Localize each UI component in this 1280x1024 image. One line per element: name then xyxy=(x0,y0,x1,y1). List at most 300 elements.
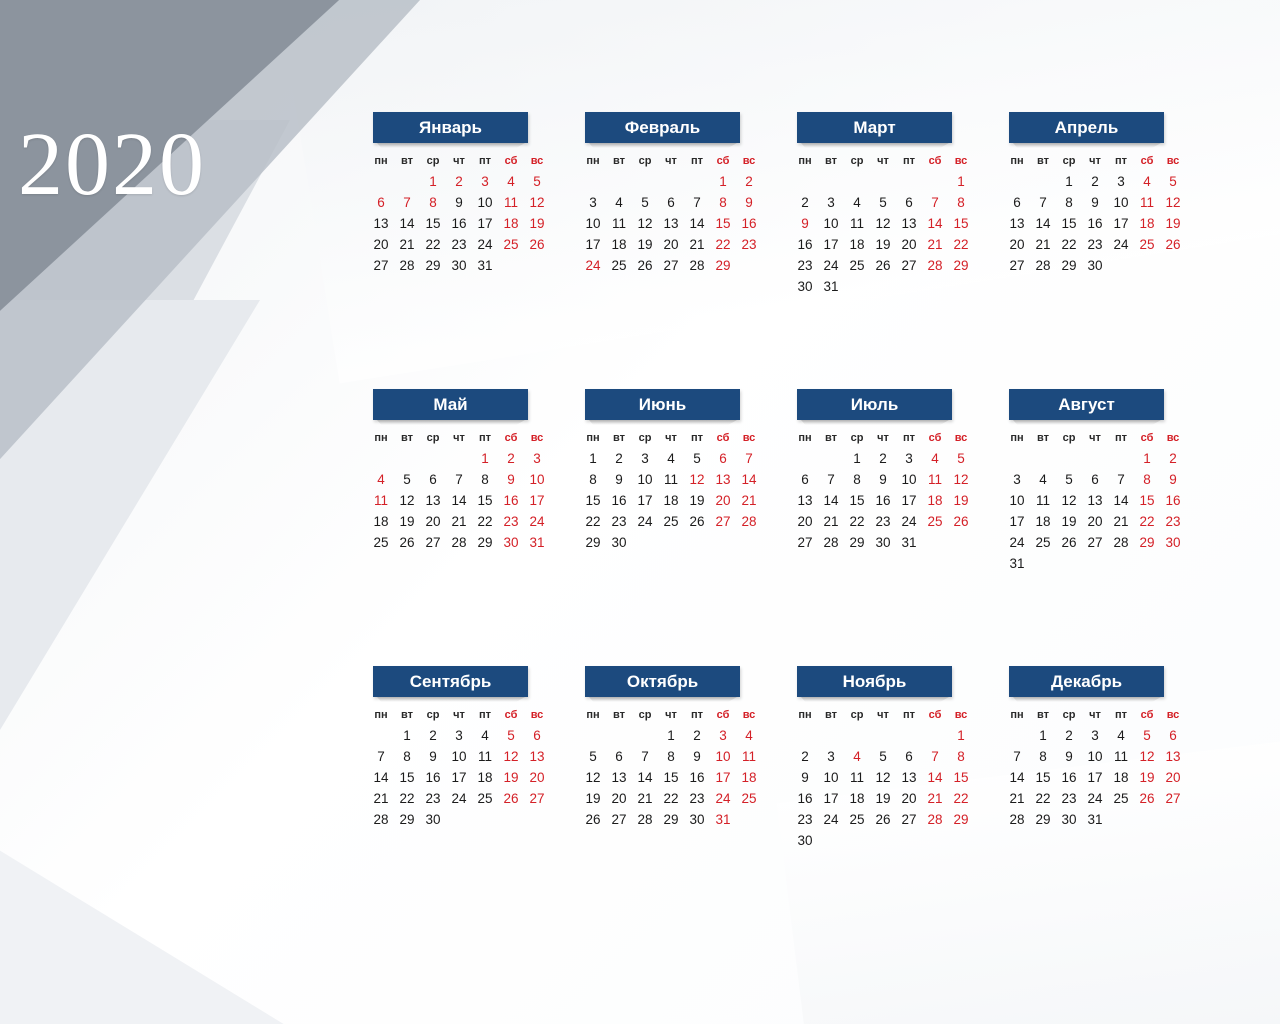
day-cell[interactable]: 15 xyxy=(1035,770,1051,785)
day-cell[interactable]: 18 xyxy=(663,493,679,508)
day-cell[interactable]: 12 xyxy=(1139,749,1155,764)
day-cell[interactable]: 20 xyxy=(425,514,441,529)
day-cell[interactable]: 30 xyxy=(875,535,891,550)
day-cell[interactable]: 18 xyxy=(1035,514,1051,529)
day-cell[interactable]: 10 xyxy=(823,770,839,785)
day-cell[interactable]: 30 xyxy=(1165,535,1181,550)
day-cell[interactable]: 17 xyxy=(585,237,601,252)
day-cell[interactable]: 18 xyxy=(1139,216,1155,231)
day-cell[interactable]: 12 xyxy=(689,472,705,487)
day-cell[interactable]: 31 xyxy=(1087,812,1103,827)
day-cell[interactable]: 27 xyxy=(1087,535,1103,550)
day-cell[interactable]: 22 xyxy=(425,237,441,252)
day-cell[interactable]: 30 xyxy=(797,279,813,294)
day-cell[interactable]: 26 xyxy=(689,514,705,529)
day-cell[interactable]: 2 xyxy=(801,749,809,764)
day-cell[interactable]: 8 xyxy=(853,472,861,487)
day-cell[interactable]: 15 xyxy=(1061,216,1077,231)
day-cell[interactable]: 6 xyxy=(1169,728,1177,743)
day-cell[interactable]: 26 xyxy=(585,812,601,827)
day-cell[interactable]: 11 xyxy=(741,749,756,764)
day-cell[interactable]: 16 xyxy=(503,493,519,508)
day-cell[interactable]: 3 xyxy=(455,728,463,743)
day-cell[interactable]: 28 xyxy=(373,812,389,827)
day-cell[interactable]: 2 xyxy=(455,174,463,189)
day-cell[interactable]: 14 xyxy=(1035,216,1051,231)
day-cell[interactable]: 4 xyxy=(1143,174,1151,189)
day-cell[interactable]: 5 xyxy=(1169,174,1177,189)
day-cell[interactable]: 9 xyxy=(801,216,809,231)
day-cell[interactable]: 9 xyxy=(507,472,515,487)
day-cell[interactable]: 21 xyxy=(1009,791,1025,806)
day-cell[interactable]: 5 xyxy=(589,749,597,764)
day-cell[interactable]: 28 xyxy=(689,258,705,273)
day-cell[interactable]: 24 xyxy=(1009,535,1025,550)
day-cell[interactable]: 23 xyxy=(1165,514,1181,529)
day-cell[interactable]: 19 xyxy=(637,237,653,252)
day-cell[interactable]: 13 xyxy=(529,749,545,764)
day-cell[interactable]: 14 xyxy=(373,770,389,785)
day-cell[interactable]: 11 xyxy=(373,493,388,508)
day-cell[interactable]: 23 xyxy=(451,237,467,252)
day-cell[interactable]: 7 xyxy=(1039,195,1047,210)
day-cell[interactable]: 14 xyxy=(927,216,943,231)
day-cell[interactable]: 15 xyxy=(849,493,865,508)
day-cell[interactable]: 10 xyxy=(1087,749,1103,764)
day-cell[interactable]: 23 xyxy=(611,514,627,529)
day-cell[interactable]: 30 xyxy=(425,812,441,827)
day-cell[interactable]: 22 xyxy=(849,514,865,529)
day-cell[interactable]: 13 xyxy=(715,472,731,487)
day-cell[interactable]: 6 xyxy=(905,195,913,210)
day-cell[interactable]: 25 xyxy=(1113,791,1129,806)
day-cell[interactable]: 19 xyxy=(953,493,969,508)
day-cell[interactable]: 21 xyxy=(1035,237,1051,252)
day-cell[interactable]: 7 xyxy=(827,472,835,487)
day-cell[interactable]: 25 xyxy=(849,812,865,827)
day-cell[interactable]: 29 xyxy=(953,258,969,273)
day-cell[interactable]: 17 xyxy=(451,770,467,785)
day-cell[interactable]: 21 xyxy=(637,791,653,806)
day-cell[interactable]: 16 xyxy=(1061,770,1077,785)
day-cell[interactable]: 15 xyxy=(399,770,415,785)
day-cell[interactable]: 17 xyxy=(477,216,493,231)
day-cell[interactable]: 16 xyxy=(425,770,441,785)
day-cell[interactable]: 7 xyxy=(931,195,939,210)
day-cell[interactable]: 7 xyxy=(455,472,463,487)
day-cell[interactable]: 12 xyxy=(875,216,891,231)
day-cell[interactable]: 8 xyxy=(1039,749,1047,764)
day-cell[interactable]: 5 xyxy=(879,749,887,764)
day-cell[interactable]: 3 xyxy=(905,451,913,466)
day-cell[interactable]: 15 xyxy=(953,770,969,785)
day-cell[interactable]: 25 xyxy=(663,514,679,529)
day-cell[interactable]: 25 xyxy=(1035,535,1051,550)
day-cell[interactable]: 31 xyxy=(901,535,917,550)
day-cell[interactable]: 10 xyxy=(637,472,653,487)
day-cell[interactable]: 10 xyxy=(585,216,601,231)
day-cell[interactable]: 13 xyxy=(373,216,389,231)
day-cell[interactable]: 29 xyxy=(663,812,679,827)
day-cell[interactable]: 21 xyxy=(823,514,839,529)
day-cell[interactable]: 27 xyxy=(715,514,731,529)
day-cell[interactable]: 17 xyxy=(715,770,731,785)
day-cell[interactable]: 3 xyxy=(1117,174,1125,189)
day-cell[interactable]: 28 xyxy=(1113,535,1129,550)
day-cell[interactable]: 3 xyxy=(641,451,649,466)
day-cell[interactable]: 3 xyxy=(1091,728,1099,743)
day-cell[interactable]: 30 xyxy=(451,258,467,273)
day-cell[interactable]: 1 xyxy=(1065,174,1073,189)
day-cell[interactable]: 27 xyxy=(797,535,813,550)
day-cell[interactable]: 8 xyxy=(429,195,437,210)
day-cell[interactable]: 27 xyxy=(611,812,627,827)
day-cell[interactable]: 2 xyxy=(507,451,515,466)
day-cell[interactable]: 10 xyxy=(715,749,731,764)
day-cell[interactable]: 4 xyxy=(481,728,489,743)
day-cell[interactable]: 20 xyxy=(663,237,679,252)
day-cell[interactable]: 31 xyxy=(477,258,493,273)
day-cell[interactable]: 8 xyxy=(589,472,597,487)
day-cell[interactable]: 27 xyxy=(1165,791,1181,806)
day-cell[interactable]: 25 xyxy=(611,258,627,273)
day-cell[interactable]: 6 xyxy=(1013,195,1021,210)
day-cell[interactable]: 29 xyxy=(477,535,493,550)
day-cell[interactable]: 31 xyxy=(823,279,839,294)
day-cell[interactable]: 13 xyxy=(901,216,917,231)
day-cell[interactable]: 30 xyxy=(797,833,813,848)
day-cell[interactable]: 22 xyxy=(585,514,601,529)
day-cell[interactable]: 7 xyxy=(403,195,411,210)
day-cell[interactable]: 2 xyxy=(745,174,753,189)
day-cell[interactable]: 4 xyxy=(1039,472,1047,487)
day-cell[interactable]: 28 xyxy=(451,535,467,550)
day-cell[interactable]: 2 xyxy=(1065,728,1073,743)
day-cell[interactable]: 16 xyxy=(611,493,627,508)
day-cell[interactable]: 5 xyxy=(533,174,541,189)
day-cell[interactable]: 14 xyxy=(399,216,415,231)
day-cell[interactable]: 29 xyxy=(953,812,969,827)
day-cell[interactable]: 21 xyxy=(927,237,943,252)
day-cell[interactable]: 30 xyxy=(1061,812,1077,827)
day-cell[interactable]: 28 xyxy=(399,258,415,273)
day-cell[interactable]: 26 xyxy=(1139,791,1155,806)
day-cell[interactable]: 10 xyxy=(451,749,467,764)
day-cell[interactable]: 8 xyxy=(719,195,727,210)
day-cell[interactable]: 26 xyxy=(1061,535,1077,550)
day-cell[interactable]: 13 xyxy=(797,493,813,508)
day-cell[interactable]: 13 xyxy=(1009,216,1025,231)
day-cell[interactable]: 10 xyxy=(477,195,493,210)
day-cell[interactable]: 9 xyxy=(1091,195,1099,210)
day-cell[interactable]: 25 xyxy=(1139,237,1155,252)
day-cell[interactable]: 24 xyxy=(823,812,839,827)
day-cell[interactable]: 4 xyxy=(377,472,385,487)
day-cell[interactable]: 12 xyxy=(875,770,891,785)
day-cell[interactable]: 29 xyxy=(425,258,441,273)
day-cell[interactable]: 14 xyxy=(927,770,943,785)
day-cell[interactable]: 7 xyxy=(377,749,385,764)
day-cell[interactable]: 22 xyxy=(399,791,415,806)
day-cell[interactable]: 9 xyxy=(615,472,623,487)
day-cell[interactable]: 23 xyxy=(797,812,813,827)
day-cell[interactable]: 13 xyxy=(901,770,917,785)
day-cell[interactable]: 12 xyxy=(529,195,545,210)
day-cell[interactable]: 30 xyxy=(689,812,705,827)
day-cell[interactable]: 1 xyxy=(1143,451,1151,466)
day-cell[interactable]: 14 xyxy=(451,493,467,508)
day-cell[interactable]: 31 xyxy=(1009,556,1025,571)
day-cell[interactable]: 18 xyxy=(741,770,757,785)
day-cell[interactable]: 29 xyxy=(1139,535,1155,550)
day-cell[interactable]: 24 xyxy=(451,791,467,806)
day-cell[interactable]: 5 xyxy=(879,195,887,210)
day-cell[interactable]: 5 xyxy=(403,472,411,487)
day-cell[interactable]: 14 xyxy=(1009,770,1025,785)
day-cell[interactable]: 24 xyxy=(901,514,917,529)
day-cell[interactable]: 13 xyxy=(663,216,679,231)
day-cell[interactable]: 24 xyxy=(823,258,839,273)
day-cell[interactable]: 17 xyxy=(1113,216,1129,231)
day-cell[interactable]: 7 xyxy=(641,749,649,764)
day-cell[interactable]: 4 xyxy=(667,451,675,466)
day-cell[interactable]: 4 xyxy=(615,195,623,210)
day-cell[interactable]: 19 xyxy=(875,791,891,806)
day-cell[interactable]: 13 xyxy=(425,493,441,508)
day-cell[interactable]: 13 xyxy=(611,770,627,785)
day-cell[interactable]: 1 xyxy=(957,174,965,189)
day-cell[interactable]: 19 xyxy=(875,237,891,252)
day-cell[interactable]: 28 xyxy=(637,812,653,827)
day-cell[interactable]: 20 xyxy=(715,493,731,508)
day-cell[interactable]: 2 xyxy=(429,728,437,743)
day-cell[interactable]: 16 xyxy=(689,770,705,785)
day-cell[interactable]: 8 xyxy=(957,749,965,764)
day-cell[interactable]: 20 xyxy=(373,237,389,252)
day-cell[interactable]: 30 xyxy=(611,535,627,550)
day-cell[interactable]: 27 xyxy=(1009,258,1025,273)
day-cell[interactable]: 17 xyxy=(823,237,839,252)
day-cell[interactable]: 5 xyxy=(957,451,965,466)
day-cell[interactable]: 15 xyxy=(1139,493,1155,508)
day-cell[interactable]: 11 xyxy=(611,216,626,231)
day-cell[interactable]: 4 xyxy=(853,195,861,210)
day-cell[interactable]: 9 xyxy=(693,749,701,764)
day-cell[interactable]: 3 xyxy=(827,195,835,210)
day-cell[interactable]: 7 xyxy=(745,451,753,466)
day-cell[interactable]: 23 xyxy=(689,791,705,806)
day-cell[interactable]: 24 xyxy=(585,258,601,273)
day-cell[interactable]: 19 xyxy=(399,514,415,529)
day-cell[interactable]: 25 xyxy=(741,791,757,806)
day-cell[interactable]: 22 xyxy=(663,791,679,806)
day-cell[interactable]: 2 xyxy=(801,195,809,210)
day-cell[interactable]: 2 xyxy=(879,451,887,466)
day-cell[interactable]: 15 xyxy=(663,770,679,785)
day-cell[interactable]: 10 xyxy=(901,472,917,487)
day-cell[interactable]: 20 xyxy=(901,237,917,252)
day-cell[interactable]: 29 xyxy=(585,535,601,550)
day-cell[interactable]: 29 xyxy=(849,535,865,550)
day-cell[interactable]: 12 xyxy=(585,770,601,785)
day-cell[interactable]: 6 xyxy=(905,749,913,764)
day-cell[interactable]: 1 xyxy=(719,174,727,189)
day-cell[interactable]: 12 xyxy=(1061,493,1077,508)
day-cell[interactable]: 23 xyxy=(1087,237,1103,252)
day-cell[interactable]: 8 xyxy=(1143,472,1151,487)
day-cell[interactable]: 5 xyxy=(693,451,701,466)
day-cell[interactable]: 11 xyxy=(849,216,864,231)
day-cell[interactable]: 9 xyxy=(1065,749,1073,764)
day-cell[interactable]: 11 xyxy=(1113,749,1128,764)
day-cell[interactable]: 4 xyxy=(1117,728,1125,743)
day-cell[interactable]: 4 xyxy=(745,728,753,743)
day-cell[interactable]: 10 xyxy=(1009,493,1025,508)
day-cell[interactable]: 19 xyxy=(585,791,601,806)
day-cell[interactable]: 5 xyxy=(1143,728,1151,743)
day-cell[interactable]: 4 xyxy=(931,451,939,466)
day-cell[interactable]: 25 xyxy=(503,237,519,252)
day-cell[interactable]: 31 xyxy=(529,535,545,550)
day-cell[interactable]: 1 xyxy=(429,174,437,189)
day-cell[interactable]: 25 xyxy=(477,791,493,806)
day-cell[interactable]: 4 xyxy=(853,749,861,764)
day-cell[interactable]: 17 xyxy=(529,493,545,508)
day-cell[interactable]: 13 xyxy=(1087,493,1103,508)
day-cell[interactable]: 5 xyxy=(641,195,649,210)
day-cell[interactable]: 18 xyxy=(1113,770,1129,785)
day-cell[interactable]: 20 xyxy=(1009,237,1025,252)
day-cell[interactable]: 10 xyxy=(1113,195,1129,210)
day-cell[interactable]: 9 xyxy=(801,770,809,785)
day-cell[interactable]: 2 xyxy=(1169,451,1177,466)
day-cell[interactable]: 7 xyxy=(1117,472,1125,487)
day-cell[interactable]: 8 xyxy=(1065,195,1073,210)
day-cell[interactable]: 19 xyxy=(1139,770,1155,785)
day-cell[interactable]: 6 xyxy=(615,749,623,764)
day-cell[interactable]: 9 xyxy=(1169,472,1177,487)
day-cell[interactable]: 6 xyxy=(719,451,727,466)
day-cell[interactable]: 15 xyxy=(953,216,969,231)
day-cell[interactable]: 9 xyxy=(879,472,887,487)
day-cell[interactable]: 26 xyxy=(875,258,891,273)
day-cell[interactable]: 6 xyxy=(429,472,437,487)
day-cell[interactable]: 9 xyxy=(745,195,753,210)
day-cell[interactable]: 30 xyxy=(1087,258,1103,273)
day-cell[interactable]: 8 xyxy=(957,195,965,210)
day-cell[interactable]: 16 xyxy=(1087,216,1103,231)
day-cell[interactable]: 16 xyxy=(1165,493,1181,508)
day-cell[interactable]: 22 xyxy=(477,514,493,529)
day-cell[interactable]: 2 xyxy=(615,451,623,466)
day-cell[interactable]: 27 xyxy=(901,258,917,273)
day-cell[interactable]: 24 xyxy=(1113,237,1129,252)
day-cell[interactable]: 26 xyxy=(953,514,969,529)
day-cell[interactable]: 14 xyxy=(1113,493,1129,508)
day-cell[interactable]: 28 xyxy=(1009,812,1025,827)
day-cell[interactable]: 6 xyxy=(377,195,385,210)
day-cell[interactable]: 9 xyxy=(455,195,463,210)
day-cell[interactable]: 19 xyxy=(529,216,545,231)
day-cell[interactable]: 22 xyxy=(715,237,731,252)
day-cell[interactable]: 21 xyxy=(373,791,389,806)
day-cell[interactable]: 29 xyxy=(1035,812,1051,827)
day-cell[interactable]: 23 xyxy=(875,514,891,529)
day-cell[interactable]: 12 xyxy=(1165,195,1181,210)
day-cell[interactable]: 22 xyxy=(953,791,969,806)
day-cell[interactable]: 3 xyxy=(827,749,835,764)
day-cell[interactable]: 6 xyxy=(1091,472,1099,487)
day-cell[interactable]: 14 xyxy=(823,493,839,508)
day-cell[interactable]: 21 xyxy=(689,237,705,252)
day-cell[interactable]: 23 xyxy=(503,514,519,529)
day-cell[interactable]: 23 xyxy=(1061,791,1077,806)
day-cell[interactable]: 24 xyxy=(529,514,545,529)
day-cell[interactable]: 18 xyxy=(849,791,865,806)
day-cell[interactable]: 16 xyxy=(797,237,813,252)
day-cell[interactable]: 23 xyxy=(425,791,441,806)
day-cell[interactable]: 21 xyxy=(927,791,943,806)
day-cell[interactable]: 20 xyxy=(1165,770,1181,785)
day-cell[interactable]: 16 xyxy=(741,216,757,231)
day-cell[interactable]: 25 xyxy=(373,535,389,550)
day-cell[interactable]: 3 xyxy=(481,174,489,189)
day-cell[interactable]: 18 xyxy=(849,237,865,252)
day-cell[interactable]: 11 xyxy=(503,195,518,210)
day-cell[interactable]: 26 xyxy=(1165,237,1181,252)
day-cell[interactable]: 25 xyxy=(849,258,865,273)
day-cell[interactable]: 18 xyxy=(611,237,627,252)
day-cell[interactable]: 24 xyxy=(477,237,493,252)
day-cell[interactable]: 22 xyxy=(1035,791,1051,806)
day-cell[interactable]: 5 xyxy=(507,728,515,743)
day-cell[interactable]: 29 xyxy=(1061,258,1077,273)
day-cell[interactable]: 6 xyxy=(801,472,809,487)
day-cell[interactable]: 3 xyxy=(589,195,597,210)
day-cell[interactable]: 31 xyxy=(715,812,731,827)
day-cell[interactable]: 17 xyxy=(901,493,917,508)
day-cell[interactable]: 26 xyxy=(637,258,653,273)
day-cell[interactable]: 10 xyxy=(529,472,545,487)
day-cell[interactable]: 3 xyxy=(719,728,727,743)
day-cell[interactable]: 7 xyxy=(931,749,939,764)
day-cell[interactable]: 11 xyxy=(927,472,942,487)
day-cell[interactable]: 26 xyxy=(399,535,415,550)
day-cell[interactable]: 26 xyxy=(503,791,519,806)
day-cell[interactable]: 22 xyxy=(953,237,969,252)
day-cell[interactable]: 20 xyxy=(529,770,545,785)
day-cell[interactable]: 29 xyxy=(715,258,731,273)
day-cell[interactable]: 20 xyxy=(611,791,627,806)
day-cell[interactable]: 15 xyxy=(585,493,601,508)
day-cell[interactable]: 28 xyxy=(927,258,943,273)
day-cell[interactable]: 20 xyxy=(1087,514,1103,529)
day-cell[interactable]: 8 xyxy=(667,749,675,764)
day-cell[interactable]: 26 xyxy=(875,812,891,827)
day-cell[interactable]: 3 xyxy=(533,451,541,466)
day-cell[interactable]: 20 xyxy=(797,514,813,529)
day-cell[interactable]: 27 xyxy=(529,791,545,806)
day-cell[interactable]: 17 xyxy=(823,791,839,806)
day-cell[interactable]: 28 xyxy=(927,812,943,827)
day-cell[interactable]: 10 xyxy=(823,216,839,231)
day-cell[interactable]: 2 xyxy=(1091,174,1099,189)
day-cell[interactable]: 14 xyxy=(741,472,757,487)
day-cell[interactable]: 13 xyxy=(1165,749,1181,764)
day-cell[interactable]: 19 xyxy=(689,493,705,508)
day-cell[interactable]: 21 xyxy=(399,237,415,252)
day-cell[interactable]: 28 xyxy=(741,514,757,529)
